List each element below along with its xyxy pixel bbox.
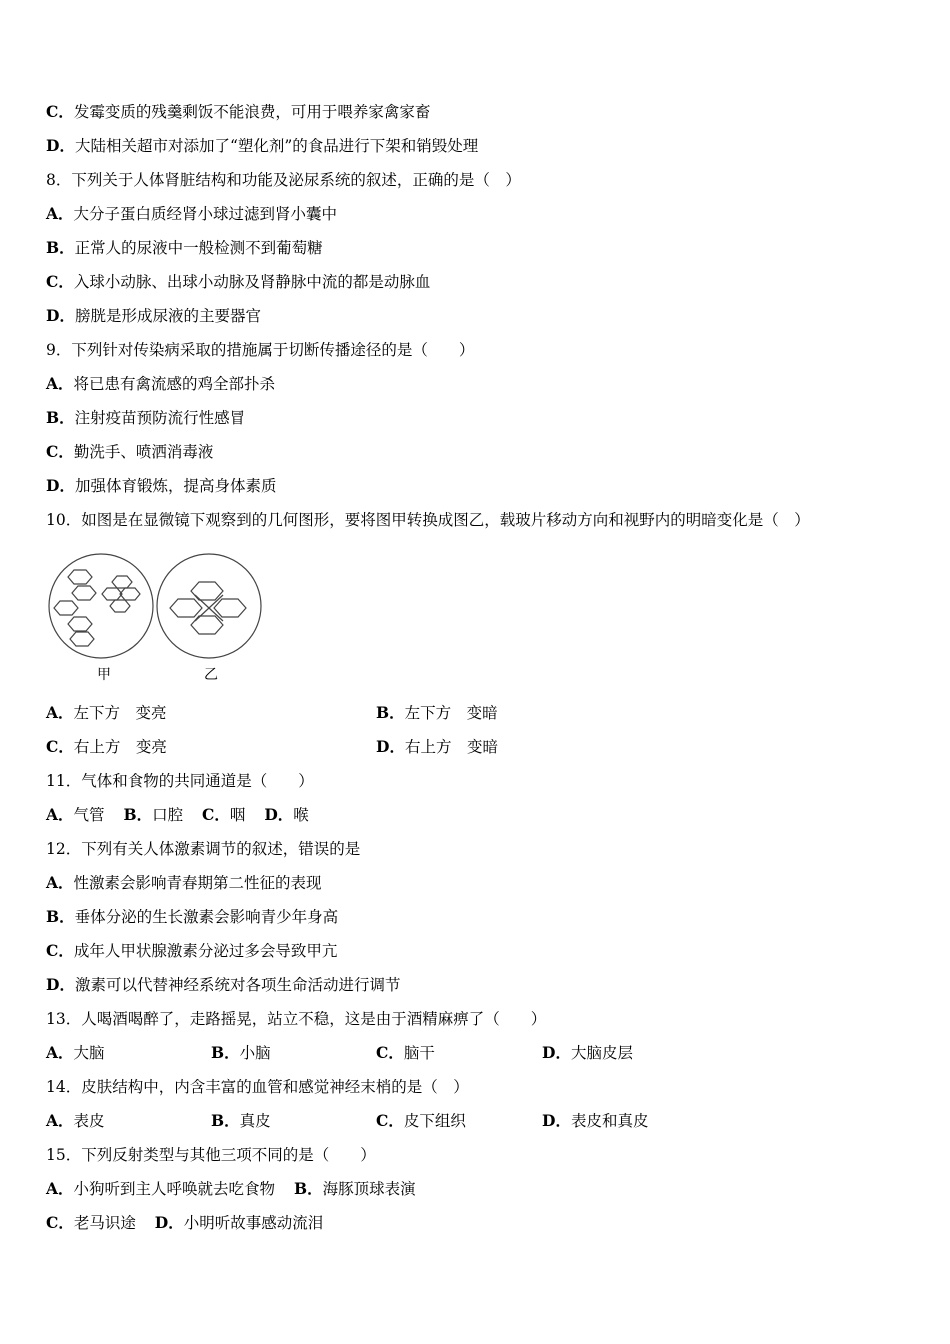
hexagon — [68, 617, 92, 631]
hexagon — [54, 601, 78, 615]
option-c-q12: C．成年人甲状腺激素分泌过多会导致甲亢 — [46, 941, 338, 960]
option-d-q12: D．激素可以代替神经系统对各项生命活动进行调节 — [46, 975, 401, 994]
figure-caption-yi: 乙 — [204, 667, 218, 683]
question-11: 11．气体和食物的共同通道是（ ） — [46, 772, 314, 790]
option-b-q12: B．垂体分泌的生长激素会影响青少年身高 — [46, 907, 339, 926]
hexagon — [214, 599, 246, 617]
option-a-q14: A．表皮 — [46, 1111, 105, 1130]
hexagon — [72, 586, 96, 600]
option-d-q14: D．表皮和真皮 — [542, 1111, 649, 1130]
option-c-q13: C．脑干 — [376, 1043, 435, 1062]
options-q15-row1: A．小狗听到主人呼唤就去吃食物 B．海豚顶球表演 — [46, 1179, 416, 1198]
option-a-q10: A．左下方 变亮 — [46, 703, 167, 722]
option-d-q10: D．右上方 变暗 — [376, 737, 498, 756]
field-yi-circle — [157, 554, 261, 658]
option-a-q9: A．将已患有禽流感的鸡全部扑杀 — [46, 374, 276, 393]
microscope-fields-diagram — [46, 550, 276, 660]
option-b-q8: B．正常人的尿液中一般检测不到葡萄糖 — [46, 238, 323, 257]
question-9: 9．下列针对传染病采取的措施属于切断传播途径的是（ ） — [46, 341, 475, 359]
hexagon — [112, 576, 132, 588]
hexagon — [68, 570, 92, 584]
question-13: 13．人喝酒喝醉了，走路摇晃，站立不稳，这是由于酒精麻痹了（ ） — [46, 1010, 547, 1028]
option-b-q13: B．小脑 — [211, 1043, 271, 1062]
option-d-q7: D．大陆相关超市对添加了“塑化剂”的食品进行下架和销毁处理 — [46, 136, 479, 155]
option-c-q14: C．皮下组织 — [376, 1111, 466, 1130]
question-10: 10．如图是在显微镜下观察到的几何图形，要将图甲转换成图乙，载玻片移动方向和视野内的明暗变化是（ ） — [46, 511, 810, 529]
option-c-q7: C．发霉变质的残羹剩饭不能浪费，可用于喂养家禽家畜 — [46, 102, 431, 121]
hexagon — [170, 599, 202, 617]
question-12: 12．下列有关人体激素调节的叙述，错误的是 — [46, 840, 361, 858]
figure-caption-jia: 甲 — [97, 667, 111, 683]
microscope-figure — [46, 550, 276, 685]
question-14: 14．皮肤结构中，内含丰富的血管和感觉神经末梢的是（ ） — [46, 1078, 469, 1096]
hexagon — [70, 632, 94, 646]
options-q15-row2: C．老马识途 D．小明听故事感动流泪 — [46, 1213, 324, 1232]
field-jia-circle — [49, 554, 153, 658]
option-b-q9: B．注射疫苗预防流行性感冒 — [46, 408, 246, 427]
hexagon — [110, 600, 130, 612]
option-d-q13: D．大脑皮层 — [542, 1043, 633, 1062]
option-a-q8: A．大分子蛋白质经肾小球过滤到肾小囊中 — [46, 204, 338, 223]
option-a-q12: A．性激素会影响青春期第二性征的表现 — [46, 873, 322, 892]
hexagon — [191, 582, 223, 600]
question-8: 8．下列关于人体肾脏结构和功能及泌尿系统的叙述，正确的是（ ） — [46, 171, 521, 189]
option-c-q9: C．勤洗手、喷洒消毒液 — [46, 442, 214, 461]
option-c-q10: C．右上方 变亮 — [46, 737, 167, 756]
option-a-q13: A．大脑 — [46, 1043, 105, 1062]
option-b-q14: B．真皮 — [211, 1111, 271, 1130]
hexagon — [102, 588, 122, 600]
options-q11: A．气管 B．口腔 C．咽 D．喉 — [46, 805, 309, 824]
option-d-q9: D．加强体育锻炼，提高身体素质 — [46, 476, 277, 495]
option-c-q8: C．入球小动脉、出球小动脉及肾静脉中流的都是动脉血 — [46, 272, 431, 291]
option-d-q8: D．膀胱是形成尿液的主要器官 — [46, 306, 261, 325]
option-b-q10: B．左下方 变暗 — [376, 703, 498, 722]
hexagon — [191, 616, 223, 634]
question-15: 15．下列反射类型与其他三项不同的是（ ） — [46, 1146, 376, 1164]
hexagon — [120, 588, 140, 600]
